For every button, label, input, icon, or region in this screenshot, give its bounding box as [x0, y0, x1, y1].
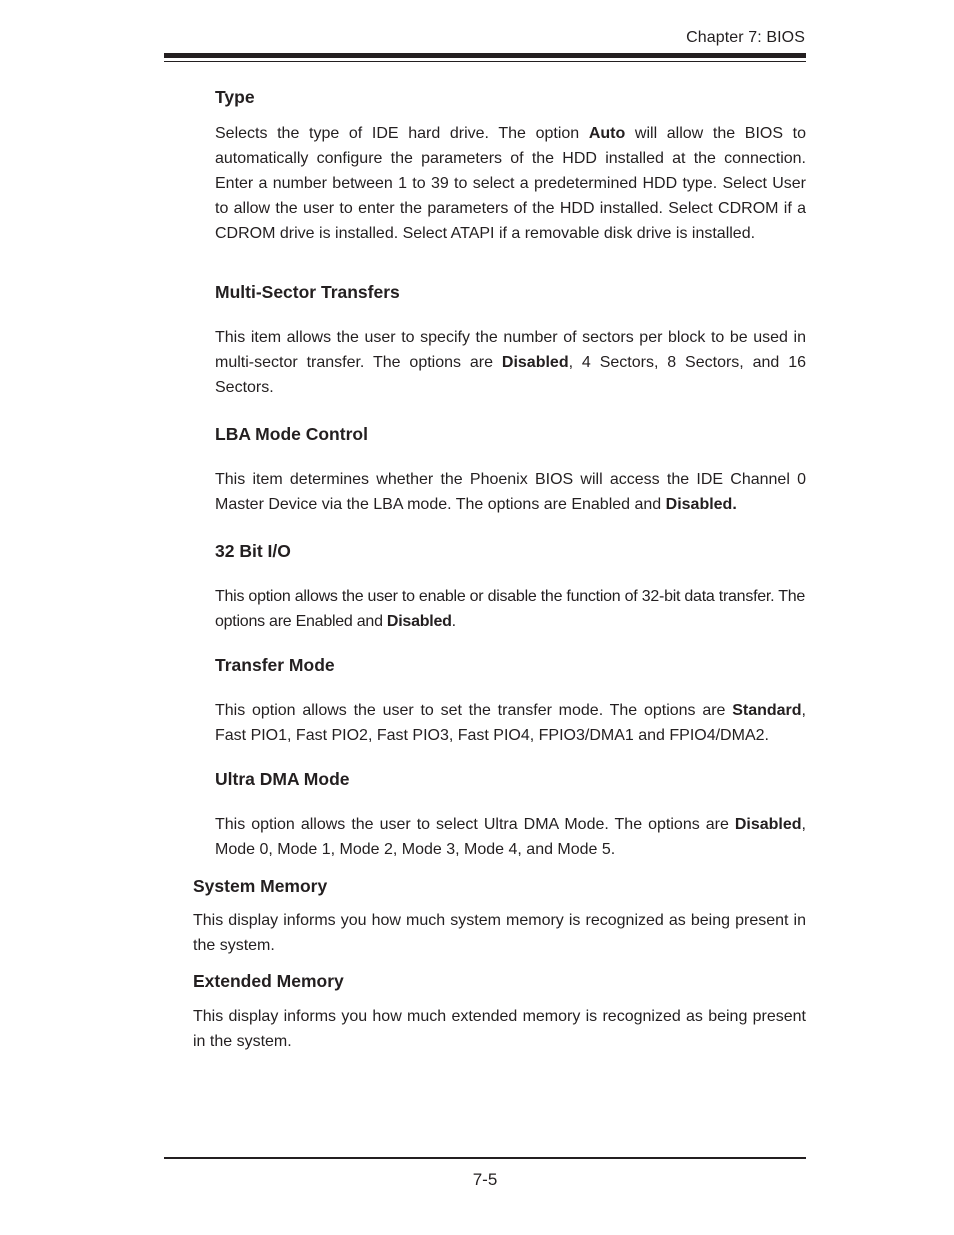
bold-run: Disabled: [734, 816, 802, 833]
header-rule-thin: [164, 61, 806, 62]
section-body: [193, 1004, 806, 1054]
text-run: , Mode 0, Mode 1, Mode 2, Mode 3, Mode 4, and Mode 5.: [215, 816, 806, 858]
section-transfer-mode: [215, 654, 806, 748]
text-run: .: [451, 613, 456, 630]
section-body: [215, 467, 806, 517]
bold-run: Standard: [732, 702, 802, 719]
text-run: This option allows the user to select Ultra DMA Mode. The options are: [215, 816, 735, 833]
text-run: This display informs you how much extended memory is recognized as being present in the system.: [193, 1008, 806, 1050]
section-heading: 32 Bit I/O: [215, 541, 291, 561]
bold-run: Auto: [588, 125, 626, 142]
bold-run: Disabled: [501, 354, 569, 371]
section-heading: Type: [215, 87, 255, 107]
section-ultra-dma-mode: [215, 768, 806, 862]
section-lba-mode-control: [215, 423, 806, 517]
section-heading: Transfer Mode: [215, 655, 335, 675]
section-multi-sector-transfers: [215, 281, 806, 400]
section-heading: LBA Mode Control: [215, 424, 368, 444]
page-number: 7-5: [472, 1170, 498, 1189]
section-heading: Extended Memory: [193, 971, 344, 991]
section-system-memory: [193, 875, 806, 958]
section-body: [215, 121, 806, 246]
section-extended-memory: [193, 970, 806, 1054]
text-run: This option allows the user to enable or disable the function of 32-bit data transfer. The options are Enabled and: [215, 588, 806, 630]
text-run: This option allows the user to set the transfer mode. The options are: [215, 702, 733, 719]
section-body: [193, 908, 806, 958]
chapter-header: Chapter 7: BIOS: [686, 29, 805, 46]
section-heading: Ultra DMA Mode: [215, 769, 350, 789]
section-type: [215, 86, 806, 246]
section-heading: Multi-Sector Transfers: [215, 282, 400, 302]
bold-run: Disabled.: [665, 496, 737, 513]
header-rule-thick: [164, 53, 806, 58]
section-heading: System Memory: [193, 876, 328, 896]
section-body: [215, 325, 806, 400]
section-32-bit-io: [215, 540, 806, 634]
bold-run: Disabled: [386, 613, 452, 630]
text-run: Selects the type of IDE hard drive. The option: [215, 125, 589, 142]
section-body: [215, 698, 806, 748]
text-run: will allow the BIOS to automatically configure the parameters of the HDD installed at the connection. Enter a number between 1 to 39 to select a predetermined HDD type. Select User to allow the user to enter the parameters of the HDD installed. Select CDROM if a CDROM drive is installed. Select ATAPI if a removable disk drive is installed.: [215, 125, 807, 242]
text-run: This item allows the user to specify the number of sectors per block to be used in multi-sector transfer. The options are: [215, 329, 806, 371]
text-run: This display informs you how much system memory is recognized as being present in the system.: [193, 912, 806, 954]
section-body: [215, 812, 806, 862]
section-body: [215, 584, 806, 634]
footer-rule: [164, 1157, 806, 1159]
text-run: , Fast PIO1, Fast PIO2, Fast PIO3, Fast PIO4, FPIO3/DMA1 and FPIO4/DMA2.: [215, 702, 806, 744]
text-run: This item determines whether the Phoenix BIOS will access the IDE Channel 0 Master Device via the LBA mode. The options are Enabled and: [215, 471, 806, 513]
text-run: , 4 Sectors, 8 Sectors, and 16 Sectors.: [215, 354, 806, 396]
